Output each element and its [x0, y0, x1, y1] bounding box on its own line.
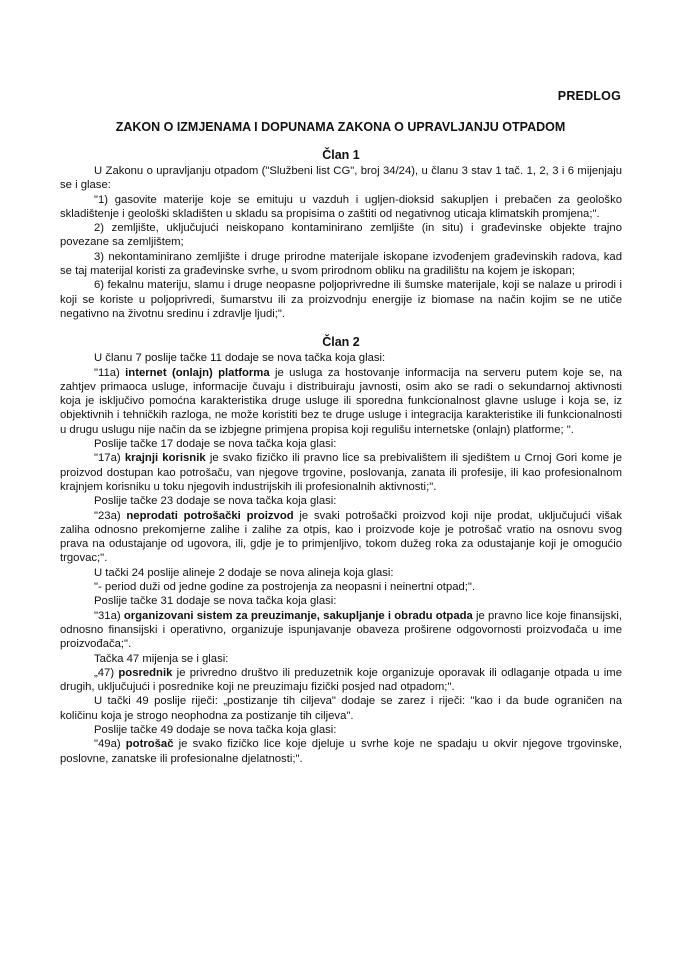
definition-text: je usluga za hostovanje informacija na serveru putem koje se, na zahtjev primaoca usluge, informacije čuvaju i distribuiraju javnosti, osim ako se radi o sekundarnoj aktivnosti koja je isključivo pomoćna karakteristika druge usluge ili sporedna funkcionalnost glavne usluge i koja se, iz objektivnih i tehničkih razloga, ne može koristiti bez te druge usluge i integracija karakteristike ili funkcionalnosti u drugu uslugu nije način da se izbjegne primjena propisa koji regulišu internetske (onlajn) platforme; ".: [60, 366, 623, 436]
definition-text: je svako fizičko ili pravno lice sa prebivalištem ili sjedištem u Crnoj Gori kome je proizvod dostupan kao potrošaču, van njegove trgovine, poslovanja, zanata ili profesije, ili kao profesionalnom krajnjem korisniku u toku njegovih industrijskih ili profesionalnih aktivnosti;".: [60, 452, 622, 493]
alineja-24: "- period duži od jedne godine za postrojenja za neopasni i neinertni otpad;".: [94, 581, 476, 594]
definition-prefix: "11a): [94, 366, 126, 379]
definition-prefix: "23a): [94, 509, 127, 522]
definition-term: posrednik: [118, 666, 173, 679]
article-1-item-2: 2) zemljište, uključujući neiskopano kontaminirano zemljište (in situ) i građevinske objekte trajno povezane sa zemljištem;: [60, 222, 622, 249]
definition-31a: [60, 609, 622, 652]
definition-prefix: "49a): [94, 738, 126, 751]
amendment-intro-31a: Poslije tačke 31 dodaje se nova tačka koja glasi:: [94, 595, 337, 608]
law-title: ZAKON O IZMJENAMA I DOPUNAMA ZAKONA O UPRAVLJANJU OTPADOM: [115, 120, 566, 134]
amendment-intro-47: Tačka 47 mijenja se i glasi:: [94, 652, 229, 665]
definition-text: je pravno lice koje finansijski, odnosno finansijski i operativno, organizuje ispunjavanje obaveza proširene odgovornosti proizvođača u ime proizvođača;".: [60, 609, 622, 651]
article-1-item-6: 6) fekalnu materiju, slamu i druge neopasne poljoprivredne ili šumske materijale, koji se nalaze u prirodi i koji se koriste u poljoprivredi, šumarstvu ili za proizvodnju energije iz biomase na način kojim se ne utiče negativno na životnu sredinu i zdravlje ljudi;".: [60, 279, 622, 320]
article-2-heading: Član 2: [322, 335, 360, 350]
amendment-intro-17a: Poslije tačke 17 dodaje se nova tačka koja glasi:: [94, 438, 337, 451]
article-1-item-1: "1) gasovite materije koje se emituju u vazduh i ugljen-dioksid sakupljen i prebačen za geološko skladištenje i geološki skladišten u skladu sa propisima o zaštiti od negativnog uticaja klimatskih promjena;".: [60, 193, 622, 220]
definition-text: je svako fizičko lice koje djeluje u svrhe koje ne spadaju u okvir njegove trgovinske, poslovne, zanatske ili profesionalne djelatnosti;".: [60, 738, 622, 765]
definition-term: krajnji korisnik: [124, 452, 206, 465]
predlog-label: PREDLOG: [557, 89, 621, 103]
definition-term: organizovani sistem za preuzimanje, sakupljanje i obradu otpada: [123, 609, 473, 622]
document-body: [60, 147, 622, 766]
article-1-intro: U Zakonu o upravljanju otpadom ("Službeni list CG", broj 34/24), u članu 3 stav 1 tač. 1, 2, 3 i 6 mijenjaju se i glase:: [60, 165, 622, 192]
definition-prefix: "31a): [94, 609, 124, 622]
definition-prefix: "17a): [94, 452, 125, 465]
definition-47: [60, 666, 622, 695]
amendment-intro-23a: Poslije tačke 23 dodaje se nova tačka koja glasi:: [94, 495, 337, 508]
definition-term: internet (onlajn) platforma: [125, 366, 270, 379]
definition-text: je svaki potrošački proizvod koji nije prodat, uključujući višak zaliha odnosno prekomjerne zalihe i zalihe za otpis, kao i proizvode koje je potrošač vratio na osnovu svog prava na odustajanje od ugovora, ili, gdje je to primjenljivo, tokom dužeg roka za odustajanje koji je omogućio trgovac;".: [60, 509, 622, 565]
amendment-intro-11a: U članu 7 poslije tačke 11 dodaje se nova tačka koja glasi:: [94, 352, 386, 365]
definition-text: je privredno društvo ili preduzetnik koje organizuje oporavak ili odlaganje otpada u ime drugih, uključujući i posrednike koji ne preuzimaju fizički posjed nad otpadom;".: [60, 666, 622, 694]
amendment-intro-49a: Poslije tačke 49 dodaje se nova tačka koja glasi:: [94, 723, 337, 736]
article-1-item-3: 3) nekontaminirano zemljište i druge prirodne materijale iskopane izvođenjem građevinskih radova, kad se taj materijal koristi za građevinske svrhe, u svom prirodnom obliku na gradilištu na kojem je iskopan;: [60, 250, 622, 278]
amendment-intro-24: U tački 24 poslije alineje 2 dodaje se nova alineja koja glasi:: [94, 566, 394, 579]
article-1-heading: Član 1: [322, 148, 360, 162]
definition-term: neprodati potrošački proizvod: [126, 509, 294, 522]
definition-17a: [60, 451, 622, 494]
definition-term: potrošač: [125, 738, 174, 751]
definition-23a: [60, 509, 622, 566]
definition-prefix: „47): [94, 666, 119, 679]
amendment-49: U tački 49 poslije riječi: „postizanje tih ciljeva" dodaje se zarez i riječi: "kao i da bude ograničen na količinu koja je strogo neophodna za postizanje tih ciljeva".: [60, 695, 622, 722]
definition-11a: [60, 366, 622, 437]
definition-49a: [60, 737, 622, 766]
